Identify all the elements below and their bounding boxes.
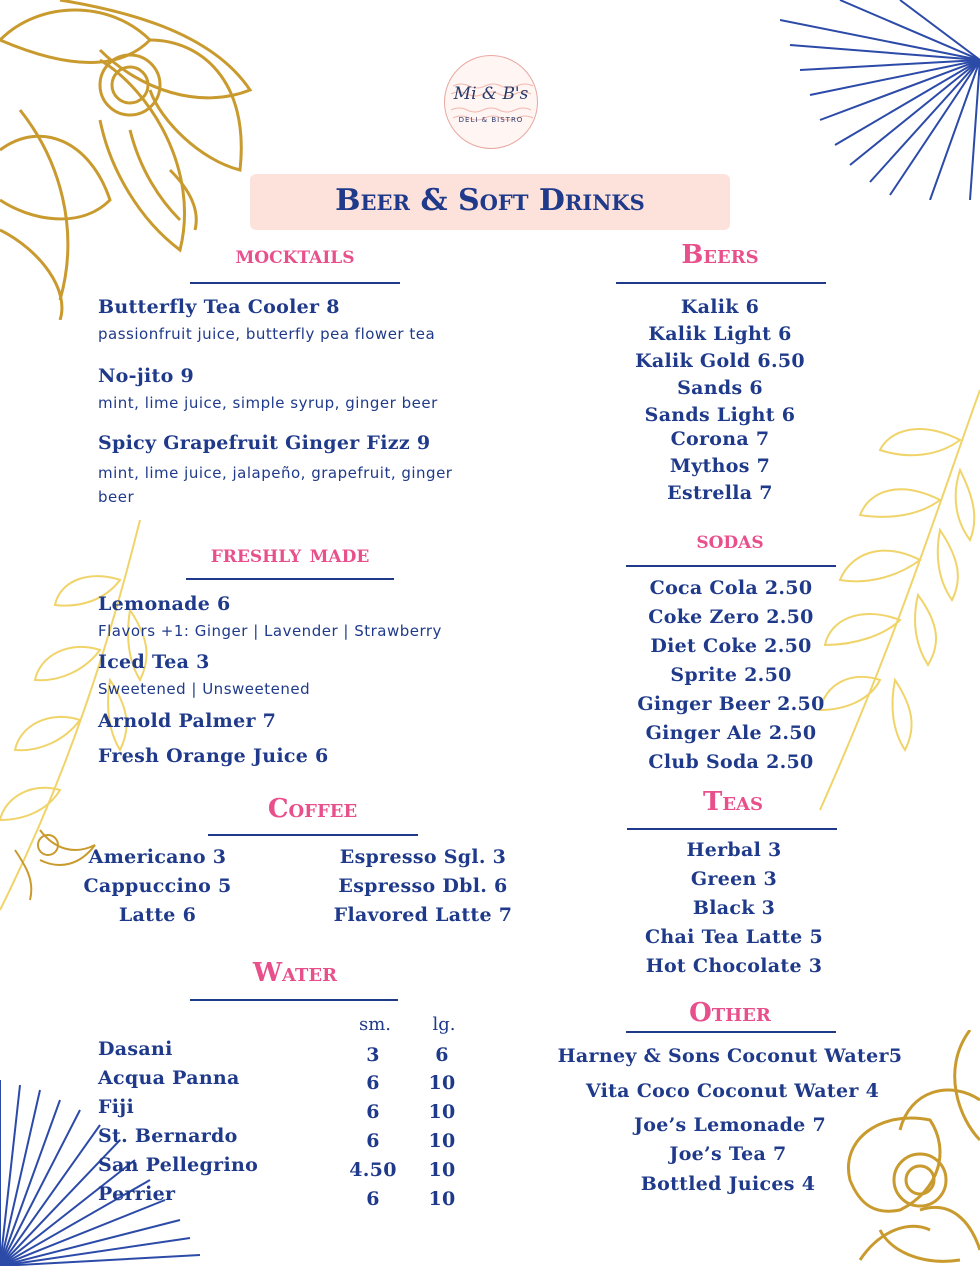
beers-divider xyxy=(616,282,826,284)
list-item: Corona 7 xyxy=(670,428,770,450)
page-title: Beer & Soft Drinks xyxy=(335,183,645,218)
menu-item-description: Sweetened | Unsweetened xyxy=(98,680,311,698)
list-item: Joe’s Lemonade 7 xyxy=(633,1114,827,1136)
menu-item-description: Flavors +1: Ginger | Lavender | Strawberry xyxy=(98,622,442,640)
water-heading: Water xyxy=(252,958,338,988)
list-item: Sprite 2.50 xyxy=(670,664,792,686)
list-item: Joe’s Tea 7 xyxy=(669,1143,787,1165)
price-small: 6 xyxy=(366,1101,380,1123)
other-divider xyxy=(626,1031,836,1033)
price-small: 4.50 xyxy=(349,1159,397,1181)
water-size-small-header: sm. xyxy=(358,1014,392,1035)
price-small: 3 xyxy=(366,1044,380,1066)
beers-heading: Beers xyxy=(681,240,759,270)
freshly-made-heading: freshly made xyxy=(210,539,370,568)
menu-item-name: Iced Tea 3 xyxy=(98,651,210,673)
menu-item-name: Americano 3 xyxy=(88,846,227,868)
table-row xyxy=(98,1125,478,1154)
list-item: Mythos 7 xyxy=(669,455,771,477)
menu-item-name: No-jito 9 xyxy=(98,365,195,387)
table-row xyxy=(98,1154,478,1183)
menu-item-name: Perrier xyxy=(98,1183,176,1205)
list-item: Club Soda 2.50 xyxy=(648,751,814,773)
price-large: 10 xyxy=(428,1188,456,1210)
teas-heading: Teas xyxy=(702,787,764,817)
coffee-left-column xyxy=(70,843,245,930)
list-item: Black 3 xyxy=(692,897,776,919)
sodas-divider xyxy=(626,565,836,567)
price-small: 6 xyxy=(366,1072,380,1094)
list-item: Kalik Gold 6.50 xyxy=(635,350,805,372)
list-item: Estrella 7 xyxy=(667,482,773,504)
menu-item-name: Latte 6 xyxy=(118,904,197,926)
list-item: Ginger Ale 2.50 xyxy=(645,722,817,744)
sodas-heading: sodas xyxy=(696,525,764,554)
gold-magnolia-top-left-illustration xyxy=(0,0,270,320)
list-item: Harney & Sons Coconut Water5 xyxy=(557,1045,903,1067)
list-item: Bottled Juices 4 xyxy=(640,1173,816,1195)
water-size-large-header: lg. xyxy=(432,1014,456,1035)
menu-item-name: Fresh Orange Juice 6 xyxy=(98,745,329,767)
list-item: Coke Zero 2.50 xyxy=(648,606,814,628)
table-row xyxy=(98,1067,478,1096)
list-item: Kalik 6 xyxy=(680,296,760,318)
blue-palm-leaf-top-right-illustration xyxy=(780,0,980,200)
price-large: 10 xyxy=(428,1130,456,1152)
menu-item-description: mint, lime juice, jalapeño, grapefruit, ginger beer xyxy=(98,464,453,506)
logo-subtitle: DELI & BISTRO xyxy=(458,116,524,124)
list-item: Coca Cola 2.50 xyxy=(649,577,813,599)
menu-item-name: Lemonade 6 xyxy=(98,593,231,615)
coffee-right-column xyxy=(318,843,528,930)
list-item: Sands Light 6 xyxy=(644,404,796,426)
menu-item-description: passionfruit juice, butterfly pea flower tea xyxy=(98,325,436,343)
list-item: Diet Coke 2.50 xyxy=(650,635,812,657)
teas-list xyxy=(600,836,868,981)
water-table xyxy=(98,1038,478,1212)
teas-divider xyxy=(627,828,837,830)
menu-item-name: Acqua Panna xyxy=(98,1067,240,1089)
menu-item-name: Butterfly Tea Cooler 8 xyxy=(98,296,340,318)
price-large: 10 xyxy=(428,1072,456,1094)
price-large: 10 xyxy=(428,1101,456,1123)
menu-item-name: Espresso Dbl. 6 xyxy=(338,875,508,897)
list-item: Herbal 3 xyxy=(686,839,782,861)
water-divider xyxy=(190,999,398,1001)
coffee-divider xyxy=(208,834,418,836)
menu-item-description: mint, lime juice, simple syrup, ginger beer xyxy=(98,394,438,412)
price-large: 10 xyxy=(428,1159,456,1181)
price-small: 6 xyxy=(366,1130,380,1152)
menu-item-name: Dasani xyxy=(98,1038,173,1060)
list-item: Sands 6 xyxy=(677,377,763,399)
list-item: Kalik Light 6 xyxy=(648,323,792,345)
menu-item-name: Spicy Grapefruit Ginger Fizz 9 xyxy=(98,432,431,454)
menu-item-name: St. Bernardo xyxy=(98,1125,238,1147)
freshly-made-divider xyxy=(186,578,394,580)
brand-logo xyxy=(444,55,538,149)
other-heading: Other xyxy=(689,998,771,1028)
logo-text: Mi & B's xyxy=(453,84,529,104)
list-item: Hot Chocolate 3 xyxy=(645,955,823,977)
table-row xyxy=(98,1038,478,1067)
list-item: Green 3 xyxy=(690,868,778,890)
sodas-list xyxy=(600,574,862,777)
menu-item-name: Espresso Sgl. 3 xyxy=(339,846,507,868)
mocktails-heading: mocktails xyxy=(235,240,355,269)
price-large: 6 xyxy=(435,1044,449,1066)
menu-item-name: Fiji xyxy=(98,1096,134,1118)
menu-item-name: Flavored Latte 7 xyxy=(333,904,513,926)
mocktails-divider xyxy=(190,282,400,284)
table-row xyxy=(98,1096,478,1125)
coffee-heading: Coffee xyxy=(267,794,358,824)
table-row xyxy=(98,1183,478,1212)
list-item: Chai Tea Latte 5 xyxy=(645,926,823,948)
menu-item-name: San Pellegrino xyxy=(98,1154,259,1176)
list-item: Ginger Beer 2.50 xyxy=(637,693,825,715)
menu-item-name: Cappuccino 5 xyxy=(83,875,232,897)
beers-list xyxy=(590,294,850,507)
list-item: Vita Coco Coconut Water 4 xyxy=(585,1080,880,1102)
menu-item-name: Arnold Palmer 7 xyxy=(98,710,277,732)
price-small: 6 xyxy=(366,1188,380,1210)
